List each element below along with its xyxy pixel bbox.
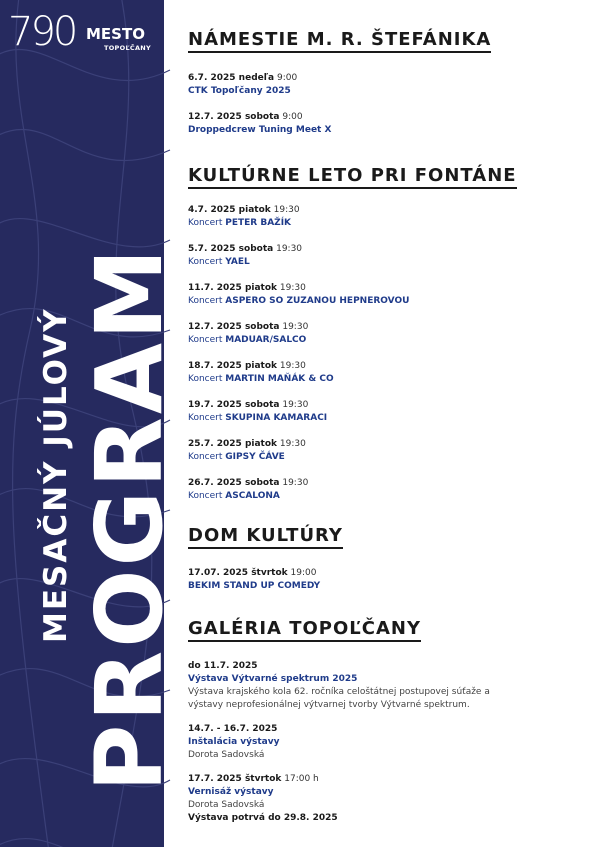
event-item bbox=[188, 282, 409, 308]
event-name: BEKIM STAND UP COMEDY bbox=[188, 581, 321, 591]
event-name: MADUAR/SALCO bbox=[225, 335, 307, 345]
event-time: 19:30 bbox=[279, 283, 306, 293]
event-name: PETER BAŽÍK bbox=[225, 218, 292, 228]
event-name: Výstava Výtvarné spektrum 2025 bbox=[188, 674, 358, 684]
event-time: 19:30 bbox=[276, 244, 303, 254]
event-item bbox=[188, 723, 279, 762]
event-name: SKUPINA KAMARACI bbox=[225, 413, 328, 423]
event-time: 19:30 bbox=[282, 322, 309, 332]
event-item bbox=[188, 204, 300, 230]
event-prefix: Koncert bbox=[188, 335, 223, 345]
event-date: 12.7. 2025 sobota bbox=[188, 112, 280, 122]
event-name: Vernisáž výstavy bbox=[188, 787, 274, 797]
event-name: ASPERO SO ZUZANOU HEPNEROVOU bbox=[225, 296, 410, 306]
event-prefix: Koncert bbox=[188, 218, 223, 228]
event-item bbox=[188, 567, 320, 593]
logo-town: TOPOĽČANY bbox=[104, 44, 152, 52]
event-prefix: Koncert bbox=[188, 413, 223, 423]
event-date: 18.7. 2025 piatok bbox=[188, 361, 278, 371]
event-name: Inštalácia výstavy bbox=[188, 737, 280, 747]
event-time: 19:30 bbox=[282, 400, 309, 410]
event-time: 19:30 bbox=[282, 478, 309, 488]
event-time: 9:00 bbox=[282, 112, 303, 122]
event-date: 19.7. 2025 sobota bbox=[188, 400, 280, 410]
event-item bbox=[188, 660, 490, 712]
event-description: Dorota Sadovská bbox=[188, 800, 265, 810]
event-prefix: Koncert bbox=[188, 257, 223, 267]
event-date: 5.7. 2025 sobota bbox=[188, 244, 274, 254]
event-description: výstavy neprofesionálnej výtvarnej tvorby Výtvarné spektrum. bbox=[188, 700, 470, 710]
event-name: Droppedcrew Tuning Meet X bbox=[188, 125, 332, 135]
event-date: 6.7. 2025 nedeľa bbox=[188, 73, 275, 83]
exhibition-end-note: Výstava potrvá do 29.8. 2025 bbox=[188, 813, 338, 823]
section-title-dom-kultury: DOM KULTÚRY bbox=[188, 526, 343, 549]
logo-mesto: MESTO bbox=[86, 25, 145, 43]
event-date: 25.7. 2025 piatok bbox=[188, 439, 278, 449]
event-description: Výstava krajského kola 62. ročníka celoštátnej postupovej súťaže a bbox=[188, 687, 490, 697]
event-time: 19:30 bbox=[279, 439, 306, 449]
event-date: 14.7. - 16.7. 2025 bbox=[188, 724, 278, 734]
city-logo bbox=[8, 10, 158, 70]
event-prefix: Koncert bbox=[188, 374, 223, 384]
section-title-kulturne-leto: KULTÚRNE LETO PRI FONTÁNE bbox=[188, 166, 517, 189]
event-item bbox=[188, 438, 306, 464]
event-name: ASCALONA bbox=[225, 491, 280, 501]
event-time: 9:00 bbox=[277, 73, 298, 83]
event-prefix: Koncert bbox=[188, 491, 223, 501]
event-name: MARTIN MAŇÁK & CO bbox=[225, 374, 334, 384]
event-date: 17.07. 2025 štvrtok bbox=[188, 568, 288, 578]
event-item bbox=[188, 243, 302, 269]
event-prefix: Koncert bbox=[188, 296, 223, 306]
event-item bbox=[188, 360, 334, 386]
event-item bbox=[188, 477, 308, 503]
event-name: CTK Topoľčany 2025 bbox=[188, 86, 291, 96]
program-banner bbox=[0, 0, 183, 847]
section-title-galeria: GALÉRIA TOPOĽČANY bbox=[188, 619, 421, 642]
event-name: YAEL bbox=[225, 257, 250, 267]
banner-title: PROGRAM bbox=[76, 245, 183, 792]
event-date: do 11.7. 2025 bbox=[188, 661, 258, 671]
logo-790: 790 bbox=[8, 9, 76, 55]
event-item bbox=[188, 321, 308, 347]
section-title-namestie: NÁMESTIE M. R. ŠTEFÁNIKA bbox=[188, 30, 491, 53]
event-date: 4.7. 2025 piatok bbox=[188, 205, 271, 215]
event-item bbox=[188, 773, 338, 825]
event-time: 19:30 bbox=[273, 205, 300, 215]
event-date: 17.7. 2025 štvrtok bbox=[188, 774, 282, 784]
event-name: GIPSY ČÁVE bbox=[225, 452, 285, 462]
event-description: Dorota Sadovská bbox=[188, 750, 265, 760]
event-prefix: Koncert bbox=[188, 452, 223, 462]
event-date: 26.7. 2025 sobota bbox=[188, 478, 280, 488]
event-time: 17:00 h bbox=[284, 774, 319, 784]
event-item bbox=[188, 72, 297, 98]
event-time: 19:00 bbox=[290, 568, 317, 578]
event-time: 19:30 bbox=[279, 361, 306, 371]
banner-subtitle: MESAČNÝ JÚLOVÝ bbox=[38, 307, 74, 643]
event-date: 11.7. 2025 piatok bbox=[188, 283, 278, 293]
event-date: 12.7. 2025 sobota bbox=[188, 322, 280, 332]
event-item bbox=[188, 111, 331, 137]
event-item bbox=[188, 399, 327, 425]
